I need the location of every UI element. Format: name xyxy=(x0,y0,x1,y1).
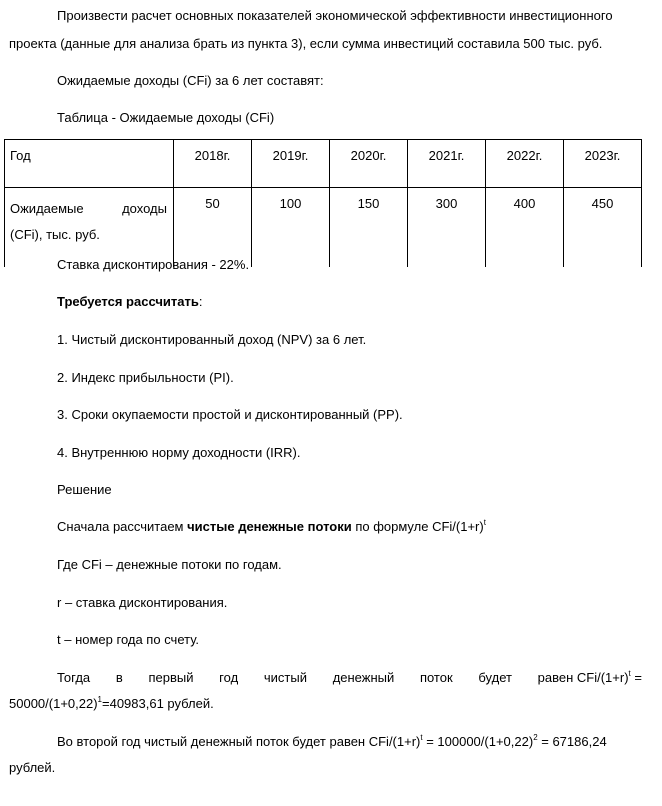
task-item: 2. Индекс прибыльности (PI). xyxy=(57,370,234,385)
solution-heading: Решение xyxy=(57,482,112,497)
value-cell: 450 xyxy=(564,188,642,268)
discount-rate-text: Ставка дисконтирования - 22%. xyxy=(57,257,250,272)
value-cell: 400 xyxy=(486,188,564,268)
where-line: t – номер года по счету. xyxy=(57,632,200,647)
year-cell: 2018г. xyxy=(174,140,252,188)
first-calc-suffix: по формуле CFi/(1+r) xyxy=(351,519,484,534)
row-label-word-1: Ожидаемые xyxy=(10,201,84,216)
table-header-row xyxy=(5,140,642,188)
year-cell: 2019г. xyxy=(252,140,330,188)
where-line: r – ставка дисконтирования. xyxy=(57,595,228,610)
year1-line-2 xyxy=(9,696,662,711)
year1-line2-suffix: =40983,61 рублей. xyxy=(102,696,214,711)
year-cell: 2022г. xyxy=(486,140,564,188)
row-label-word-2: доходы xyxy=(122,201,167,216)
year2-prefix: Во второй год чистый денежный поток будет равен CFi/(1+r) xyxy=(57,734,421,749)
value-cell: 300 xyxy=(408,188,486,268)
year1-word: поток xyxy=(419,670,453,685)
value-cell: 50 xyxy=(174,188,252,268)
first-calc-prefix: Сначала рассчитаем xyxy=(57,519,188,534)
year2-mid: = 100000/(1+0,22) xyxy=(422,734,534,749)
year-cell: 2021г. xyxy=(408,140,486,188)
year1-sup-t: t xyxy=(628,669,631,678)
year2-suffix: = 67186,24 xyxy=(537,734,607,749)
first-calc-text xyxy=(57,519,662,534)
intro-line-2: проекта (данные для анализа брать из пункта 3), если сумма инвестиций составила 500 тыс. руб. xyxy=(9,36,603,51)
table-data-row xyxy=(5,188,642,268)
year1-formula xyxy=(538,670,642,685)
table-caption: Таблица - Ожидаемые доходы (CFi) xyxy=(57,110,275,125)
task-item: 4. Внутреннюю норму доходности (IRR). xyxy=(57,445,301,460)
value-cell: 100 xyxy=(252,188,330,268)
year1-word: будет xyxy=(478,670,512,685)
task-item: 1. Чистый дисконтированный доход (NPV) за 6 лет. xyxy=(57,332,367,347)
year1-word: год xyxy=(219,670,239,685)
income-row-label xyxy=(5,188,174,268)
first-calc-bold: чистые денежные потоки xyxy=(187,519,352,534)
value-cell: 150 xyxy=(330,188,408,268)
year1-line2-sup: 1 xyxy=(97,695,102,704)
required-bold: Требуется рассчитать xyxy=(57,294,199,309)
header-year-label: Год xyxy=(5,140,174,188)
year1-line-1 xyxy=(57,670,642,685)
year1-word: равен CFi/(1+r) xyxy=(537,670,629,685)
year2-line-2: рублей. xyxy=(9,760,56,775)
income-table xyxy=(4,139,642,267)
year2-sup-t: t xyxy=(420,733,423,742)
row-label-line-2: (CFi), тыс. руб. xyxy=(10,227,100,242)
year1-word: первый xyxy=(148,670,194,685)
year1-eq: = xyxy=(630,670,642,685)
expected-income-text: Ожидаемые доходы (CFi) за 6 лет составят: xyxy=(57,73,324,88)
year-cell: 2023г. xyxy=(564,140,642,188)
task-item: 3. Сроки окупаемости простой и дисконтированный (PP). xyxy=(57,407,403,422)
year1-word: чистый xyxy=(263,670,307,685)
year1-word: Тогда xyxy=(57,670,91,685)
year-cell: 2020г. xyxy=(330,140,408,188)
year2-sup-2: 2 xyxy=(533,733,538,742)
first-calc-sup: t xyxy=(483,518,486,527)
required-heading xyxy=(57,294,662,309)
year1-line2-prefix: 50000/(1+0,22) xyxy=(9,696,98,711)
intro-line-1: Произвести расчет основных показателей экономической эффективности инвестиционного xyxy=(57,8,613,23)
year1-word: денежный xyxy=(332,670,395,685)
year1-word: в xyxy=(115,670,123,685)
where-line: Где CFi – денежные потоки по годам. xyxy=(57,557,282,572)
required-colon: : xyxy=(198,294,203,309)
year2-line-1 xyxy=(57,734,662,749)
